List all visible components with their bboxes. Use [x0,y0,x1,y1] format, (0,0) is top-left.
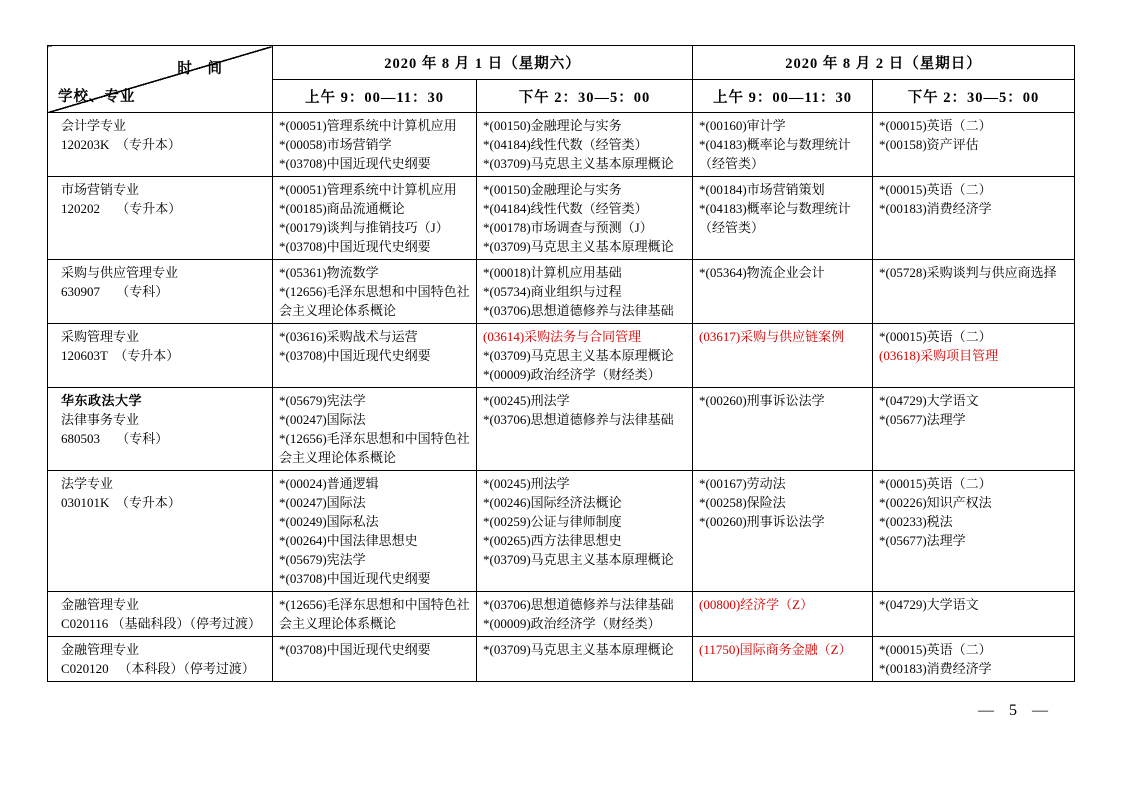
course-line: *(00249)国际私法 [279,514,379,529]
major-cell [48,388,273,471]
course-cell [873,388,1075,471]
course-cell [693,177,873,260]
course-cell [273,471,477,592]
course-cell [477,471,693,592]
course-cell [873,592,1075,637]
course-cell [693,592,873,637]
course-line: *(05677)法理学 [879,533,966,548]
course-cell [273,177,477,260]
course-line: *(03708)中国近现代史纲要 [279,348,431,363]
course-cell [873,471,1075,592]
course-line: *(03709)马克思主义基本原理概论 [483,552,674,567]
course-cell [477,637,693,682]
course-cell [693,113,873,177]
course-line: *(00183)消费经济学 [879,661,992,676]
major-cell [48,592,273,637]
session-header-sat-afternoon: 下午 2：30—5：00 [477,80,693,113]
course-cell [273,388,477,471]
course-cell [693,637,873,682]
course-line: *(00015)英语（二） [879,118,992,133]
course-cell [273,324,477,388]
major-line: 120203K （专升本） [61,137,181,152]
course-cell [693,388,873,471]
major-line: 法学专业 [61,476,114,491]
course-line: *(00245)刑法学 [483,393,570,408]
course-line: *(00150)金融理论与实务 [483,182,622,197]
schedule-row [48,260,1075,324]
course-line: *(03706)思想道德修养与法律基础 [483,303,674,318]
major-line: C020120 （本科段）（停考过渡） [61,661,255,676]
course-cell [873,260,1075,324]
course-cell [693,260,873,324]
schedule-row [48,592,1075,637]
major-line: 金融管理专业 [61,597,140,612]
course-line: *(00258)保险法 [699,495,786,510]
course-line: *(04183)概率论与数理统计（经管类） [699,201,851,235]
course-line: *(00233)税法 [879,514,953,529]
course-line: *(00015)英语（二） [879,182,992,197]
course-cell [477,177,693,260]
major-line: 金融管理专业 [61,642,140,657]
date-header-saturday: 2020 年 8 月 1 日（星期六） [273,46,693,80]
course-line: *(00247)国际法 [279,495,366,510]
course-line: *(12656)毛泽东思想和中国特色社会主义理论体系概论 [279,431,470,465]
schedule-row [48,177,1075,260]
major-line: 120202 （专升本） [61,201,182,216]
course-line: *(05361)物流数学 [279,265,379,280]
course-line: *(00247)国际法 [279,412,366,427]
course-cell [873,637,1075,682]
course-cell [273,637,477,682]
corner-header-cell [48,46,273,113]
session-header-sun-morning: 上午 9：00—11：30 [693,80,873,113]
page-number: — 5 — [978,702,1049,719]
major-cell [48,113,273,177]
course-cell [273,592,477,637]
corner-school-label: 学校、专业 [58,89,136,105]
course-line: *(00260)刑事诉讼法学 [699,393,825,408]
course-line: (00800)经济学（Z） [699,597,814,612]
session-header-sun-afternoon: 下午 2：30—5：00 [873,80,1075,113]
course-cell [477,260,693,324]
course-line: *(00226)知识产权法 [879,495,992,510]
course-line: *(00150)金融理论与实务 [483,118,622,133]
session-header-sat-morning: 上午 9：00—11：30 [273,80,477,113]
exam-schedule-table [47,45,1075,682]
course-line: *(03706)思想道德修养与法律基础 [483,412,674,427]
schedule-body [48,113,1075,682]
course-line: *(00179)谈判与推销技巧（J） [279,220,449,235]
major-cell [48,177,273,260]
course-line: *(05364)物流企业会计 [699,265,825,280]
major-line: 120603T （专升本） [61,348,180,363]
major-cell [48,324,273,388]
course-cell [693,471,873,592]
course-line: *(03616)采购战术与运营 [279,329,418,344]
course-line: (03617)采购与供应链案例 [699,329,845,344]
course-line: *(00246)国际经济法概论 [483,495,622,510]
course-line: *(00015)英语（二） [879,329,992,344]
course-line: *(00245)刑法学 [483,476,570,491]
schedule-row [48,388,1075,471]
course-line: *(00264)中国法律思想史 [279,533,418,548]
course-line: *(03708)中国近现代史纲要 [279,571,431,586]
course-cell [477,592,693,637]
course-line: (03614)采购法务与合同管理 [483,329,642,344]
course-line: *(04184)线性代数（经管类） [483,137,648,152]
course-line: *(05677)法理学 [879,412,966,427]
table-header [48,46,1075,113]
course-line: *(03706)思想道德修养与法律基础 [483,597,674,612]
major-line: 华东政法大学 [61,393,143,408]
course-line: *(05679)宪法学 [279,552,366,567]
major-line: 680503 （专科） [61,431,169,446]
course-cell [873,113,1075,177]
course-line: *(00259)公证与律师制度 [483,514,622,529]
major-line: 采购管理专业 [61,329,140,344]
course-cell [873,324,1075,388]
course-line: *(04729)大学语文 [879,597,979,612]
course-cell [477,388,693,471]
schedule-row [48,471,1075,592]
corner-time-label: 时 间 [177,61,228,77]
course-cell [477,324,693,388]
major-line: C020116 （基础科段）（停考过渡） [61,616,261,631]
course-line: *(03708)中国近现代史纲要 [279,156,431,171]
course-line: *(12656)毛泽东思想和中国特色社会主义理论体系概论 [279,284,470,318]
course-line: *(03709)马克思主义基本原理概论 [483,348,674,363]
course-line: *(00158)资产评估 [879,137,979,152]
course-line: *(03708)中国近现代史纲要 [279,239,431,254]
course-line: *(03709)马克思主义基本原理概论 [483,156,674,171]
date-header-row [48,46,1075,80]
course-line: *(00009)政治经济学（财经类） [483,616,661,631]
schedule-row [48,113,1075,177]
course-line: *(03709)马克思主义基本原理概论 [483,642,674,657]
course-line: *(00015)英语（二） [879,476,992,491]
course-line: *(04184)线性代数（经管类） [483,201,648,216]
course-line: *(00184)市场营销策划 [699,182,825,197]
major-line: 630907 （专科） [61,284,169,299]
course-cell [477,113,693,177]
major-line: 会计学专业 [61,118,127,133]
course-line: *(05728)采购谈判与供应商选择 [879,265,1057,280]
course-line: *(00167)劳动法 [699,476,786,491]
course-line: *(00051)管理系统中计算机应用 [279,182,457,197]
course-line: *(12656)毛泽东思想和中国特色社会主义理论体系概论 [279,597,470,631]
course-line: *(00260)刑事诉讼法学 [699,514,825,529]
course-line: *(04729)大学语文 [879,393,979,408]
course-line: *(05734)商业组织与过程 [483,284,622,299]
schedule-row [48,324,1075,388]
course-line: *(00183)消费经济学 [879,201,992,216]
course-line: *(00018)计算机应用基础 [483,265,622,280]
course-line: *(03709)马克思主义基本原理概论 [483,239,674,254]
course-cell [873,177,1075,260]
course-cell [693,324,873,388]
course-cell [273,113,477,177]
course-line: *(05679)宪法学 [279,393,366,408]
major-cell [48,637,273,682]
course-line: *(03708)中国近现代史纲要 [279,642,431,657]
course-line: *(00051)管理系统中计算机应用 [279,118,457,133]
course-line: *(00015)英语（二） [879,642,992,657]
course-line: *(00160)审计学 [699,118,786,133]
course-line: *(00058)市场营销学 [279,137,392,152]
course-line: *(00024)普通逻辑 [279,476,379,491]
date-header-sunday: 2020 年 8 月 2 日（星期日） [693,46,1075,80]
course-line: *(00265)西方法律思想史 [483,533,622,548]
major-cell [48,471,273,592]
major-cell [48,260,273,324]
course-line: (03618)采购项目管理 [879,348,999,363]
major-line: 采购与供应管理专业 [61,265,179,280]
major-line: 030101K （专升本） [61,495,181,510]
course-line: (11750)国际商务金融（Z） [699,642,852,657]
course-cell [273,260,477,324]
schedule-row [48,637,1075,682]
course-line: *(00178)市场调查与预测（J） [483,220,653,235]
major-line: 市场营销专业 [61,182,140,197]
course-line: *(04183)概率论与数理统计（经管类） [699,137,851,171]
course-line: *(00009)政治经济学（财经类） [483,367,661,382]
major-line: 法律事务专业 [61,412,140,427]
course-line: *(00185)商品流通概论 [279,201,405,216]
